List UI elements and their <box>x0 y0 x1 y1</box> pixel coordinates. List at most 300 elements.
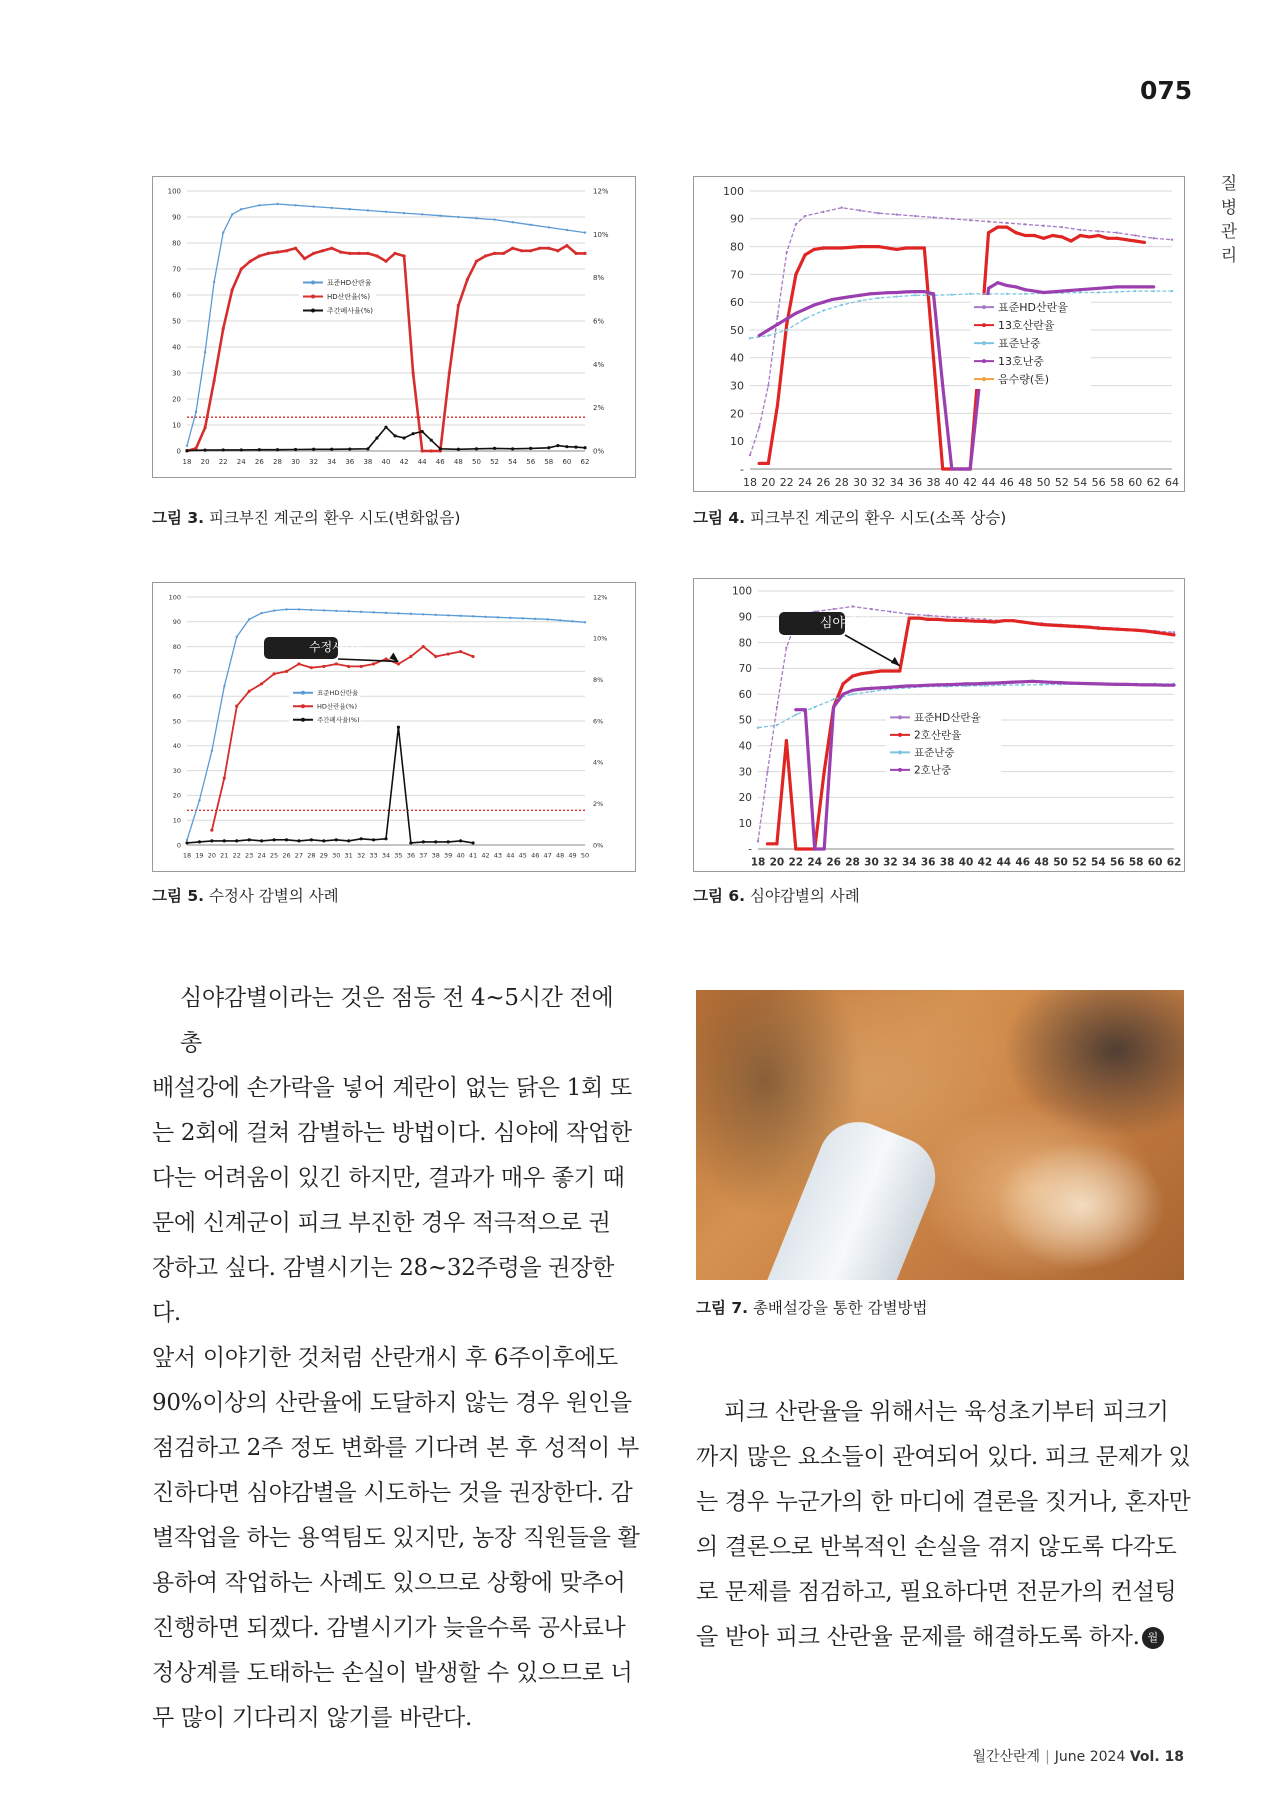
data-point <box>475 447 478 450</box>
data-point <box>917 684 920 687</box>
data-point <box>785 329 787 331</box>
data-point <box>397 612 399 614</box>
fig6-svg <box>694 579 1184 871</box>
data-point <box>384 426 387 429</box>
data-point <box>1040 683 1042 685</box>
data-point <box>310 666 313 669</box>
data-point <box>1097 234 1100 237</box>
data-point <box>186 445 188 447</box>
data-point <box>945 683 948 686</box>
left-column-text <box>152 976 642 1741</box>
y-tick-label: 70 <box>172 265 181 274</box>
data-point <box>794 273 797 276</box>
data-point <box>1116 232 1118 234</box>
data-point <box>860 687 863 690</box>
data-point <box>339 251 342 254</box>
data-point <box>767 328 770 331</box>
data-point <box>1134 290 1136 292</box>
data-point <box>1144 629 1147 632</box>
legend-label: 2호난중 <box>914 764 952 777</box>
data-point <box>360 665 363 668</box>
data-point <box>849 295 852 298</box>
data-point <box>767 334 769 336</box>
data-point <box>347 610 349 612</box>
y-tick-label: 40 <box>172 343 181 352</box>
legend-marker <box>311 309 315 313</box>
data-point <box>908 684 911 687</box>
data-point <box>1144 683 1147 686</box>
x-tick-label: 25 <box>269 851 279 860</box>
x-tick-label: 46 <box>435 458 445 466</box>
data-point <box>859 300 861 302</box>
x-tick-label: 36 <box>345 458 355 466</box>
data-point <box>851 693 853 695</box>
data-point <box>868 292 871 295</box>
data-point <box>898 685 901 688</box>
data-point <box>260 682 263 685</box>
data-point <box>360 611 362 613</box>
data-point <box>1097 287 1100 290</box>
cloaca-check-photo <box>696 990 1184 1280</box>
y-tick-label: 60 <box>738 688 752 701</box>
x-tick-label: 32 <box>871 476 886 489</box>
data-point <box>904 246 907 249</box>
data-point <box>908 616 911 619</box>
x-tick-label: 60 <box>562 458 572 466</box>
data-point <box>1079 291 1081 293</box>
data-point <box>1040 623 1043 626</box>
data-point <box>803 253 806 256</box>
end-mark-icon: 월 <box>1142 1627 1164 1649</box>
data-point <box>983 620 986 623</box>
data-point <box>936 618 939 621</box>
data-point <box>896 295 898 297</box>
x-tick-label: 22 <box>218 458 228 466</box>
data-point <box>987 220 989 222</box>
data-point <box>1060 289 1063 292</box>
data-point <box>917 616 920 619</box>
y-tick-label: 90 <box>172 618 181 627</box>
data-point <box>1163 632 1166 635</box>
data-point <box>832 706 835 709</box>
x-tick-label: 58 <box>1128 856 1144 869</box>
y-tick-label: - <box>740 462 744 476</box>
x-tick-label: 33 <box>369 851 378 860</box>
data-point <box>813 847 816 850</box>
data-point <box>889 686 892 689</box>
figure-5-caption-text: 수정사 감별의 사례 <box>204 887 339 905</box>
data-point <box>475 260 478 263</box>
data-point <box>941 384 944 387</box>
x-tick-label: 35 <box>394 851 403 860</box>
data-point <box>969 293 971 295</box>
data-point <box>1022 684 1024 686</box>
data-point <box>459 615 461 617</box>
x-tick-label: 48 <box>1018 476 1033 489</box>
data-point <box>932 292 935 295</box>
data-point <box>267 252 270 255</box>
data-point <box>335 610 337 612</box>
section-tab-char: 병 <box>1220 198 1238 218</box>
data-point <box>529 249 532 252</box>
data-point <box>951 293 953 295</box>
y-tick-label: 100 <box>731 585 752 598</box>
legend-label: 표준HD산란율 <box>914 712 981 724</box>
x-tick-label: 34 <box>901 856 917 869</box>
data-point <box>749 337 751 339</box>
data-point <box>767 462 770 465</box>
data-point <box>1068 682 1071 685</box>
text-line: 는 2회에 걸쳐 감별하는 방법이다. 심야에 작업한 <box>152 1120 632 1146</box>
data-point <box>547 247 550 250</box>
x-tick-label: 27 <box>294 851 304 860</box>
data-point <box>203 426 206 429</box>
data-point <box>509 617 511 619</box>
y-tick-label: 20 <box>738 792 752 805</box>
data-point <box>950 467 953 470</box>
data-point <box>372 838 375 841</box>
data-point <box>240 267 243 270</box>
data-point <box>1087 682 1090 685</box>
data-point <box>923 246 926 249</box>
x-tick-label: 47 <box>543 851 552 860</box>
data-point <box>794 708 797 711</box>
figure-5-chart <box>152 582 636 872</box>
data-point <box>795 223 797 225</box>
legend-label: 13호산란율 <box>998 319 1055 332</box>
y-tick-label: 0 <box>176 447 181 456</box>
data-point <box>851 689 854 692</box>
x-tick-label: 34 <box>327 458 337 466</box>
data-point <box>877 292 880 295</box>
figure-3-caption <box>152 506 460 528</box>
x-tick-label: 48 <box>555 851 565 860</box>
data-point <box>1031 622 1034 625</box>
data-point <box>248 838 251 841</box>
data-point <box>493 447 496 450</box>
data-point <box>785 647 787 649</box>
legend-marker <box>301 718 305 722</box>
y2-tick-label: 10% <box>593 634 608 643</box>
text-line-last: 을 받아 피크 산란율 문제를 해결하도록 하자. <box>696 1624 1140 1650</box>
y2-tick-label: 8% <box>593 675 604 684</box>
text-line: 는 경우 누군가의 한 마디에 결론을 짓거나, 혼자만 <box>696 1489 1191 1515</box>
data-point <box>898 669 901 672</box>
y-tick-label: 100 <box>167 187 181 196</box>
data-point <box>213 281 215 283</box>
data-point <box>1106 237 1109 240</box>
data-point <box>348 447 351 450</box>
data-point <box>422 840 425 843</box>
x-tick-label: 60 <box>1128 476 1143 489</box>
figure-6-caption-label: 그림 6. <box>693 887 746 905</box>
data-point <box>529 447 532 450</box>
data-point <box>357 252 360 255</box>
data-point <box>1088 235 1091 238</box>
data-point <box>1116 628 1119 631</box>
legend-label: 표준HD산란율 <box>998 301 1068 314</box>
figure-6-chart <box>693 578 1185 872</box>
data-point <box>840 296 843 299</box>
data-point <box>402 254 405 257</box>
data-point <box>860 672 863 675</box>
data-point <box>538 247 541 250</box>
data-point <box>822 246 825 249</box>
y-tick-label: 60 <box>730 296 744 310</box>
data-point <box>276 448 279 451</box>
data-point <box>393 434 396 437</box>
data-point <box>1024 293 1026 295</box>
text-line: 용하여 작업하는 사례도 있으므로 상황에 맞추어 <box>152 1570 626 1596</box>
data-point <box>448 371 451 374</box>
text-line: 심야감별이라는 것은 점등 전 4~5시간 전에 총 <box>180 985 614 1056</box>
y-tick-label: 30 <box>172 766 181 775</box>
data-point <box>1059 681 1062 684</box>
data-point <box>1068 624 1071 627</box>
text-line: 배설강에 손가락을 넣어 계란이 없는 닭은 1회 또 <box>152 1075 632 1101</box>
data-point <box>841 682 844 685</box>
x-tick-label: 28 <box>834 476 849 489</box>
figure-3-chart <box>152 176 636 478</box>
data-point <box>1042 291 1045 294</box>
x-tick-label: 21 <box>220 851 229 860</box>
series-line-2 <box>750 291 1172 338</box>
legend-label: HD산란율(%) <box>317 702 357 711</box>
data-point <box>511 447 514 450</box>
data-point <box>851 675 854 678</box>
data-point <box>1134 285 1137 288</box>
data-point <box>323 609 325 611</box>
text-line: 무 많이 기다리지 않기를 바란다. <box>152 1705 472 1731</box>
fig3-svg <box>153 177 635 477</box>
section-tab <box>1216 172 1242 268</box>
data-point <box>530 224 532 226</box>
x-tick-label: 26 <box>816 476 831 489</box>
legend-marker <box>982 341 986 345</box>
data-point <box>273 609 275 611</box>
data-point <box>879 669 882 672</box>
data-point <box>840 246 843 249</box>
data-point <box>566 229 568 231</box>
text-line: 별작업을 하는 용역팀도 있지만, 농장 직원들을 활 <box>152 1525 640 1551</box>
data-point <box>321 249 324 252</box>
text-line: 까지 많은 요소들이 관여되어 있다. 피크 문제가 있 <box>696 1444 1191 1470</box>
y-tick-label: 100 <box>723 184 744 198</box>
data-point <box>1051 234 1054 237</box>
data-point <box>832 608 834 610</box>
x-tick-label: 48 <box>453 458 463 466</box>
x-tick-label: 22 <box>788 856 804 869</box>
data-point <box>303 257 306 260</box>
data-point <box>222 231 224 233</box>
x-tick-label: 38 <box>363 458 373 466</box>
data-point <box>312 252 315 255</box>
y-tick-label: 30 <box>730 379 744 393</box>
data-point <box>556 444 559 447</box>
data-point <box>297 839 300 842</box>
data-point <box>766 770 768 772</box>
x-tick-label: 20 <box>200 458 210 466</box>
x-tick-label: 38 <box>926 476 941 489</box>
y-tick-label: 20 <box>172 791 181 800</box>
data-point <box>240 448 243 451</box>
data-point <box>1115 237 1118 240</box>
data-point <box>457 216 459 218</box>
figure-6-caption-text: 심야감별의 사례 <box>745 887 860 905</box>
x-tick-label: 24 <box>807 856 823 869</box>
series-line-0 <box>750 208 1172 455</box>
data-point <box>974 620 977 623</box>
data-point <box>235 839 238 842</box>
text-line: 정상계를 도태하는 손실이 발생할 수 있으므로 너 <box>152 1660 633 1686</box>
data-point <box>330 247 333 250</box>
data-point <box>1006 222 1008 224</box>
legend-label: 13호난중 <box>998 355 1044 368</box>
y-tick-label: 60 <box>172 692 181 701</box>
data-point <box>1152 290 1154 292</box>
data-point <box>223 776 226 779</box>
data-point <box>1024 223 1026 225</box>
data-point <box>347 665 350 668</box>
data-point <box>211 750 213 752</box>
data-point <box>964 682 967 685</box>
y-tick-label: 70 <box>172 667 181 676</box>
data-point <box>276 251 279 254</box>
fig4-svg <box>694 177 1184 491</box>
data-point <box>987 231 990 234</box>
data-point <box>1040 680 1043 683</box>
data-point <box>895 248 898 251</box>
x-tick-label: 62 <box>1146 476 1161 489</box>
annotation-pointer <box>845 635 900 666</box>
data-point <box>349 208 351 210</box>
data-point <box>758 334 761 337</box>
figure-7-caption <box>696 1296 928 1318</box>
data-point <box>583 252 586 255</box>
x-tick-label: 26 <box>826 856 841 869</box>
data-point <box>222 448 225 451</box>
y-tick-label: 90 <box>172 213 181 222</box>
y-tick-label: 100 <box>168 593 181 602</box>
fig5-svg <box>153 583 635 871</box>
data-point <box>385 211 387 213</box>
data-point <box>312 205 314 207</box>
data-point <box>814 706 816 708</box>
data-point <box>1153 683 1156 686</box>
feathers-highlight <box>996 1140 1166 1270</box>
data-point <box>204 351 206 353</box>
data-point <box>1152 285 1155 288</box>
data-point <box>310 838 313 841</box>
data-point <box>776 706 778 708</box>
x-tick-label: 45 <box>518 851 527 860</box>
data-point <box>1134 234 1136 236</box>
legend-marker <box>311 281 315 285</box>
y-tick-label: 40 <box>172 742 181 751</box>
data-point <box>493 218 495 220</box>
data-point <box>459 650 462 653</box>
x-tick-label: 36 <box>920 856 936 869</box>
data-point <box>235 705 238 708</box>
data-point <box>435 614 437 616</box>
x-tick-label: 40 <box>958 856 974 869</box>
data-point <box>471 655 474 658</box>
data-point <box>422 645 425 648</box>
y-tick-label: 90 <box>738 611 752 624</box>
data-point <box>822 301 825 304</box>
data-point <box>1097 627 1100 630</box>
data-point <box>832 698 834 700</box>
data-point <box>412 432 415 435</box>
data-point <box>841 304 843 306</box>
data-point <box>248 690 251 693</box>
data-point <box>195 411 197 413</box>
text-line <box>696 1615 1196 1660</box>
x-tick-label: 18 <box>750 856 766 869</box>
data-point <box>475 217 477 219</box>
y-tick-label: 10 <box>172 816 181 825</box>
x-tick-label: 64 <box>1165 476 1179 489</box>
x-tick-label: 32 <box>309 458 319 466</box>
data-point <box>1152 237 1154 239</box>
x-tick-label: 24 <box>257 851 266 860</box>
data-point <box>422 613 424 615</box>
x-tick-label: 26 <box>254 458 264 466</box>
x-tick-label: 42 <box>481 851 490 860</box>
y2-tick-label: 12% <box>593 593 608 602</box>
x-tick-label: 18 <box>182 851 192 860</box>
page-number: 075 <box>1140 76 1193 105</box>
data-point <box>366 252 369 255</box>
data-point <box>565 445 568 448</box>
x-tick-label: 34 <box>381 851 391 860</box>
data-point <box>223 839 226 842</box>
x-tick-label: 38 <box>431 851 440 860</box>
data-point <box>785 251 787 253</box>
page-footer: 월간산란계 | June 2024 Vol. 18 <box>972 1749 1184 1765</box>
data-point <box>858 245 861 248</box>
figure-6-caption <box>693 884 860 906</box>
data-point <box>285 670 288 673</box>
data-point <box>186 839 188 841</box>
legend-label: 주간폐사율(%) <box>317 716 360 724</box>
data-point <box>434 655 437 658</box>
data-point <box>1012 619 1015 622</box>
data-point <box>804 318 806 320</box>
data-point <box>993 682 996 685</box>
data-point <box>285 249 288 252</box>
data-point <box>565 244 568 247</box>
series-line-0 <box>187 609 585 840</box>
y-tick-label: 50 <box>738 714 752 727</box>
data-point <box>434 840 437 843</box>
legend-marker <box>982 377 986 381</box>
data-point <box>421 430 424 433</box>
data-point <box>1171 290 1173 292</box>
section-tab-char: 질 <box>1220 174 1238 194</box>
data-point <box>447 614 449 616</box>
x-tick-label: 20 <box>761 476 776 489</box>
data-point <box>927 618 930 621</box>
data-point <box>927 614 929 616</box>
y-tick-label: 10 <box>738 817 752 830</box>
data-point <box>409 841 412 844</box>
data-point <box>248 618 250 620</box>
data-point <box>794 847 797 850</box>
x-tick-label: 48 <box>1034 856 1049 869</box>
data-point <box>914 290 917 293</box>
data-point <box>522 617 524 619</box>
